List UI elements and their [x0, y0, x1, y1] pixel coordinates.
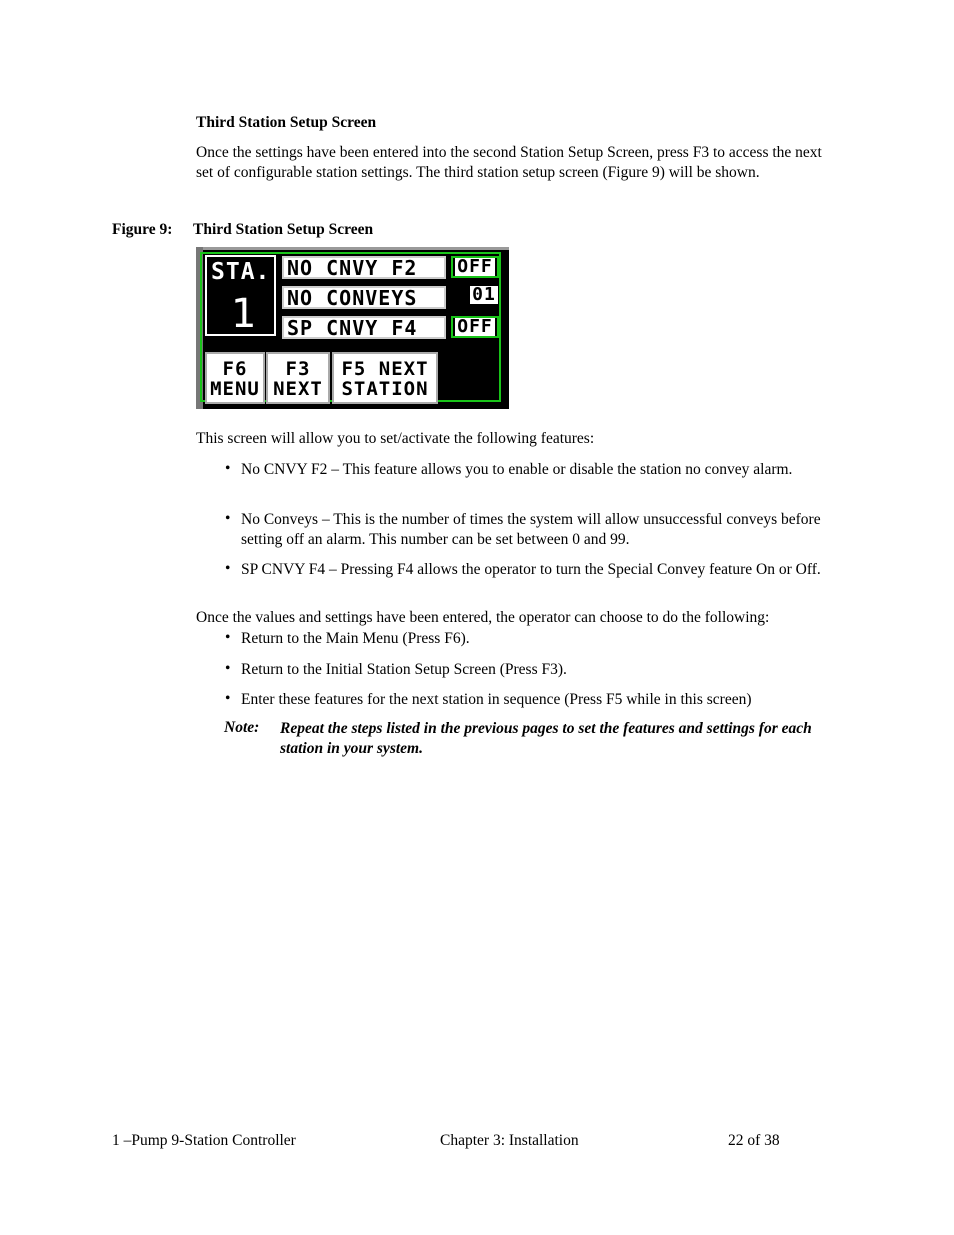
- row-value-no-cnvy-f2[interactable]: [451, 256, 499, 278]
- list-item: [225, 460, 837, 480]
- f6-menu-button[interactable]: [205, 352, 265, 404]
- section-heading: Third Station Setup Screen: [196, 114, 377, 131]
- list-item-text: Return to the Initial Station Setup Screen (Press F3).: [241, 661, 567, 678]
- row-value-text: OFF: [457, 316, 493, 337]
- bullet-icon: •: [225, 560, 231, 577]
- bullet-icon: •: [225, 460, 231, 477]
- bullet-icon: •: [225, 660, 231, 677]
- list-item: [225, 629, 837, 649]
- bullet-icon: •: [225, 690, 231, 707]
- f5-next-station-button[interactable]: [332, 352, 438, 404]
- list-item: [225, 690, 837, 710]
- list-item: [225, 510, 837, 549]
- row-value-text: 01: [472, 284, 496, 305]
- list-item-text: SP CNVY F4 – Pressing F4 allows the operator to turn the Special Convey feature On or Off.: [241, 561, 821, 578]
- list-item-text: Enter these features for the next station in sequence (Press F5 while in this screen): [241, 691, 752, 708]
- station-label: STA.: [211, 259, 271, 285]
- footer-left: 1 –Pump 9-Station Controller: [112, 1132, 296, 1149]
- row-label-sp-cnvy-f4[interactable]: SP CNVY F4: [282, 316, 446, 339]
- fkey-line1: F3: [285, 358, 311, 380]
- footer-page-number: 22 of 38: [728, 1132, 780, 1149]
- station-box: [205, 255, 276, 336]
- row-label-no-cnvy-f2[interactable]: NO CNVY F2: [282, 256, 446, 279]
- fkey-line1: F6: [222, 358, 248, 380]
- options-intro: Once the values and settings have been entered, the operator can choose to do the following:: [196, 609, 770, 626]
- fkey-line2: NEXT: [273, 378, 323, 400]
- list-item: [225, 560, 837, 580]
- row-value-no-conveys[interactable]: [451, 286, 499, 308]
- row-value-text: OFF: [457, 256, 493, 277]
- features-intro: This screen will allow you to set/activate the following features:: [196, 430, 595, 447]
- note-label: Note:: [224, 719, 260, 736]
- figure-caption-label: Figure 9:: [112, 221, 173, 238]
- fkey-line2: STATION: [341, 378, 429, 400]
- row-label-no-conveys[interactable]: NO CONVEYS: [282, 286, 446, 309]
- list-item-text: No Conveys – This is the number of times the system will allow unsuccessful conveys before setting off an alarm. This number can be set between 0 and 99.: [241, 511, 821, 548]
- fkey-line1: F5 NEXT: [341, 358, 429, 380]
- fkey-line2: MENU: [210, 378, 260, 400]
- bullet-icon: •: [225, 510, 231, 527]
- list-item: [225, 660, 837, 680]
- list-item-text: No CNVY F2 – This feature allows you to enable or disable the station no convey alarm.: [241, 461, 793, 478]
- list-item-text: Return to the Main Menu (Press F6).: [241, 630, 470, 647]
- f3-next-button[interactable]: [266, 352, 330, 404]
- bullet-icon: •: [225, 629, 231, 646]
- figure-caption-title: Third Station Setup Screen: [193, 221, 374, 238]
- hmi-frame-top: [196, 247, 509, 250]
- note-text: Repeat the steps listed in the previous pages to set the features and settings for each station in your system.: [280, 720, 812, 757]
- row-value-sp-cnvy-f4[interactable]: [451, 316, 499, 338]
- intro-paragraph: Once the settings have been entered into the second Station Setup Screen, press F3 to access the next set of configurable station settings. The third station setup screen (Figure 9) will be shown.: [196, 144, 822, 181]
- footer-center: Chapter 3: Installation: [440, 1132, 579, 1149]
- station-number: 1: [231, 291, 258, 337]
